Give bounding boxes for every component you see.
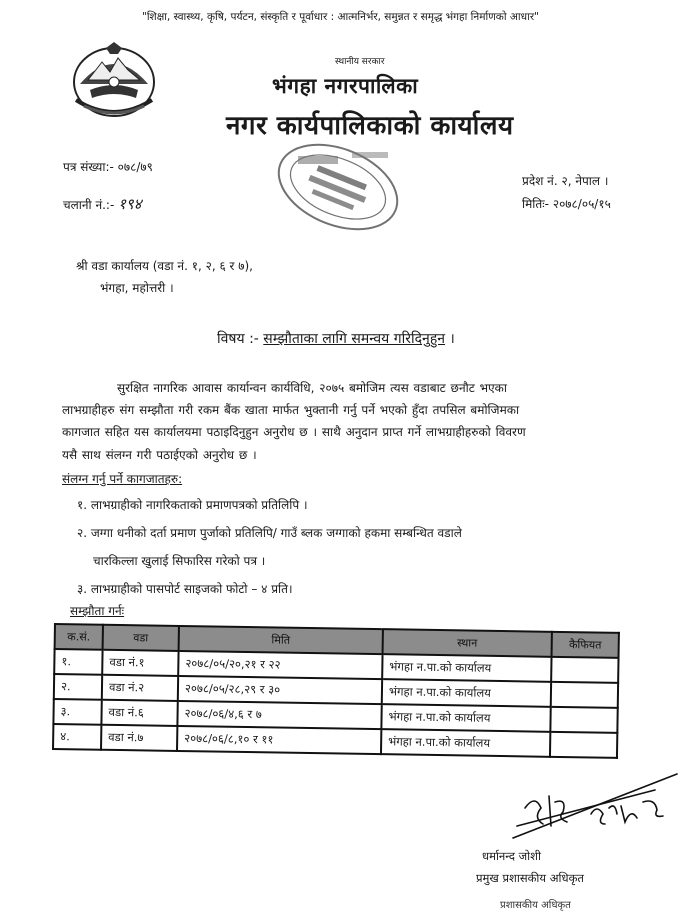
row-serial: ३.: [53, 699, 101, 725]
row-date: २०७८/०६/४,६ र ७: [177, 701, 381, 729]
date-value: २०७८/०५/१५: [552, 197, 611, 211]
signatory-name: धर्मानन्द जोशी: [482, 849, 541, 863]
nepal-emblem-icon: [66, 40, 162, 122]
row-ward: वडा नं.६: [101, 700, 177, 726]
row-serial: ४.: [53, 724, 101, 750]
row-date: २०७८/०५/२०,२१ र २२: [178, 651, 382, 679]
col-place: स्थान: [383, 629, 552, 657]
body-line-4: यसै साथ संलग्न गरी पठाईएको अनुरोध छ ।: [62, 448, 257, 462]
row-date: २०७८/०५/२८,२९ र ३०: [178, 676, 382, 704]
subject-text: सम्झौताका लागि समन्वय गरिदिनुहुन: [263, 331, 446, 347]
office-name: नगर कार्यपालिकाको कार्यालय: [226, 111, 514, 141]
subject-line: [217, 329, 455, 348]
row-serial: १.: [54, 649, 102, 675]
row-ward: वडा नं.२: [102, 675, 178, 701]
body-line-3: कागजात सहित यस कार्यालयमा पठाइदिनुहुन अनुरोध छ । साथै अनुदान प्राप्त गर्ने लाभग्राहीहरुको विवरण: [62, 425, 526, 439]
reference-number: [63, 158, 153, 175]
documents-heading: संलग्न गर्नु पर्ने कागजातहरु:: [62, 472, 183, 486]
dispatch-number: [63, 194, 142, 214]
document-item-1: १. लाभग्राहीको नागरिकताको प्रमाणपत्रको प्रतिलिपि ।: [77, 498, 308, 512]
subject-label: विषय :-: [217, 331, 259, 347]
schedule-table: [52, 623, 620, 759]
date-label: मितिः-: [522, 197, 549, 211]
reference-number-label: पत्र संख्या:-: [63, 160, 114, 174]
body-line-2: लाभग्राहीहरु संग सम्झौता गरी रकम बैंक खाता मार्फत भुक्तानी गर्नु पर्ने भएको हुँदा तपसिल बमोजिमका: [62, 403, 520, 417]
local-government-label: स्थानीय सरकार: [335, 57, 385, 67]
dispatch-number-value: १९४: [118, 195, 142, 213]
dispatch-number-label: चलानी नं.:-: [63, 198, 115, 212]
subject-end: ।: [449, 331, 455, 347]
col-remarks: कैफियत: [552, 632, 619, 658]
row-place: भंगहा न.पा.को कार्यालय: [382, 679, 551, 707]
row-ward: वडा नं.७: [101, 725, 177, 751]
document-item-2-cont: चारकिल्ला खुलाई सिफारिस गरेको पत्र ।: [93, 554, 266, 568]
addressee-line-2: भंगहा, महोत्तरी ।: [100, 281, 174, 295]
row-serial: २.: [54, 674, 102, 700]
addressee-line-1: श्री वडा कार्यालय (वडा नं. १, २, ६ र ७),: [76, 259, 253, 273]
row-remarks: [550, 707, 617, 733]
col-date: मिति: [179, 626, 383, 654]
row-remarks: [551, 657, 618, 683]
col-ward: वडा: [103, 625, 179, 651]
row-place: भंगहा न.पा.को कार्यालय: [382, 654, 551, 682]
schedule-heading: सम्झौता गर्नः: [70, 604, 125, 618]
document-item-3: ३. लाभग्राहीको पासपोर्ट साइजको फोटो – ४ प्रति।: [77, 582, 293, 596]
body-line-1: सुरक्षित नागरिक आवास कार्यान्वन कार्यविधि, २०७५ बमोजिम त्यस वडाबाट छनौट भएका: [117, 381, 507, 395]
letterhead-motto: "शिक्षा, स्वास्थ्य, कृषि, पर्यटन, संस्कृति र पूर्वाधार : आत्मनिर्भर, समुन्नत र समृद्ध भंगहा निर्माणको आधार": [142, 11, 539, 23]
signature-icon: [505, 768, 685, 846]
province-label: प्रदेश नं. २, नेपाल ।: [522, 174, 609, 188]
letter-date: [522, 195, 611, 212]
row-date: २०७८/०६/८,१० र ११: [177, 726, 381, 754]
row-remarks: [550, 732, 617, 758]
document-item-2: २. जग्गा धनीको दर्ता प्रमाण पुर्जाको प्रतिलिपि/ गाउँ ब्लक जग्गाको हकमा सम्बन्धित वडाले: [77, 526, 462, 540]
municipality-name: भंगहा नगरपालिका: [272, 74, 419, 98]
signatory-title: प्रमुख प्रशासकीय अधिकृत: [476, 871, 584, 885]
row-place: भंगहा न.पा.को कार्यालय: [381, 729, 550, 757]
row-place: भंगहा न.पा.को कार्यालय: [381, 704, 550, 732]
row-remarks: [551, 682, 618, 708]
officer-stamp-text: प्रशासकीय अधिकृत: [500, 900, 571, 911]
row-ward: वडा नं.१: [102, 650, 178, 676]
col-serial: क.सं.: [55, 624, 103, 650]
reference-number-value: ०७८/७९: [117, 160, 153, 174]
office-stamp-icon: [268, 138, 408, 236]
